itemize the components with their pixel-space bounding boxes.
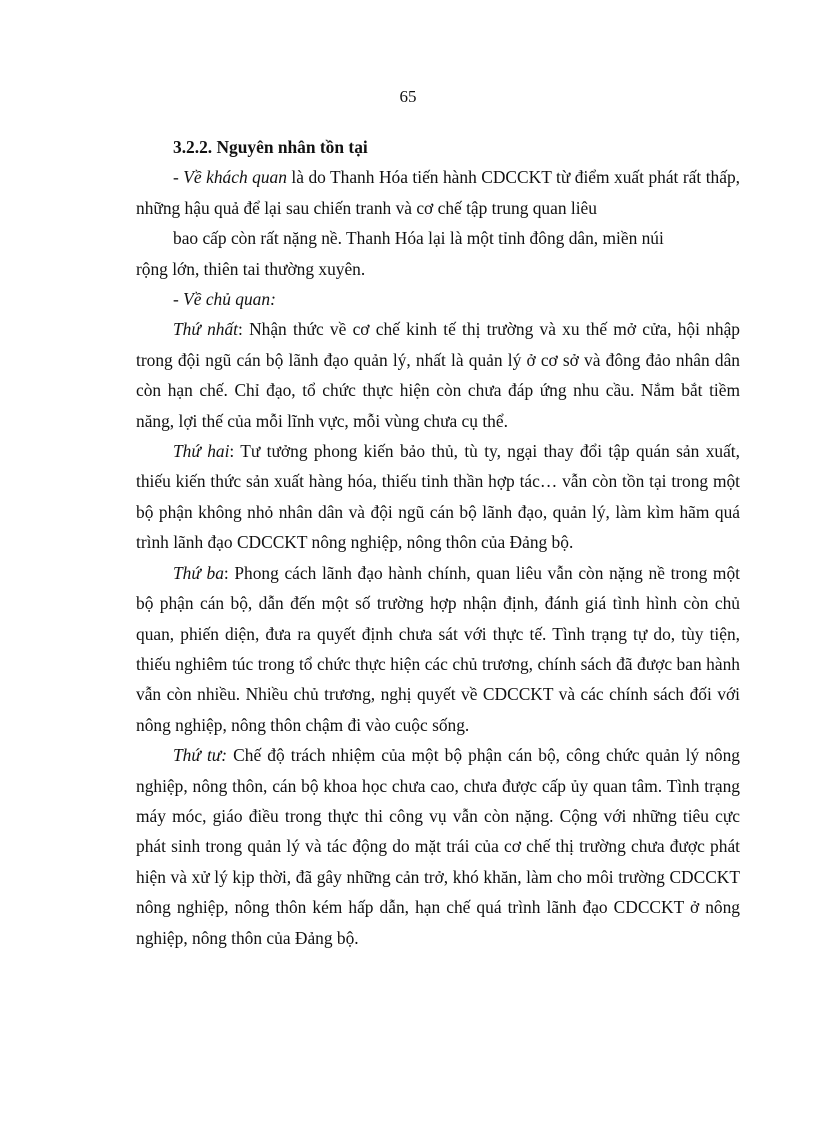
paragraph-first [136,314,740,436]
paragraph-label: - Về chủ quan: [173,289,276,310]
paragraph-label: Thứ nhất [173,319,239,340]
paragraph-label: Thứ ba [173,562,224,583]
page-number: 65 [399,87,417,106]
paragraph-text: : Tư tưởng phong kiến bảo thủ, tù ty, ngại thay đổi tập quán sản xuất, thiếu kiến thức sản xuất hàng hóa, thiếu tinh thần hợp tác… vẫn còn tồn tại trong một bộ phận không nhỏ nhân dân và đội ngũ cán bộ lãnh đạo, quản lý, làm kìm hãm quá trình lãnh đạo CDCCKT nông nghiệp, nông thôn của Đảng bộ. [136,441,740,553]
document-body [136,132,740,953]
paragraph-text: là do Thanh Hóa tiến hành CDCCKT từ điểm xuất phát rất thấp, những hậu quả để lại sau chiến tranh và cơ chế tập trung quan liêu [136,167,740,218]
section-heading: 3.2.2. Nguyên nhân tồn tại [173,137,368,157]
paragraph-subjective-causes [136,284,740,314]
paragraph-label: Thứ tư: [173,745,228,766]
paragraph-text: : Nhận thức về cơ chế kinh tế thị trường và xu thế mở cửa, hội nhập trong đội ngũ cán bộ lãnh đạo quản lý, nhất là quản lý ở cơ sở và đông đảo nhân dân còn hạn chế. Chỉ đạo, tổ chức thực hiện còn chưa đáp ứng nhu cầu. Nắm bắt tiềm năng, lợi thế của mỗi lĩnh vực, mỗi vùng chưa cụ thể. [136,319,740,431]
paragraph-text: Chế độ trách nhiệm của một bộ phận cán bộ, công chức quản lý nông nghiệp, nông thôn, cán bộ khoa học chưa cao, chưa được cấp ủy quan tâm. Tình trạng máy móc, giáo điều trong thực thi công vụ vẫn còn nặng. Cộng với những tiêu cực phát sinh trong quản lý và tác động do mặt trái của cơ chế thị trường chưa được phát hiện và xử lý kịp thời, đã gây những cản trở, khó khăn, làm cho môi trường CDCCKT nông nghiệp, nông thôn kém hấp dẫn, hạn chế quá trình lãnh đạo CDCCKT ở nông nghiệp, nông thôn của Đảng bộ. [136,745,741,948]
paragraph-objective-causes [136,162,740,223]
paragraph-continuation: bao cấp còn rất nặng nề. Thanh Hóa lại là một tỉnh đông dân, miền núi [173,228,664,249]
paragraph-fourth [136,740,740,953]
paragraph-label: Thứ hai [173,441,230,462]
paragraph-text: : Phong cách lãnh đạo hành chính, quan liêu vẫn còn nặng nề trong một bộ phận cán bộ, dẫn đến một số trường hợp nhận định, đánh giá tình hình còn chủ quan, phiến diện, đưa ra quyết định chưa sát với thực tế. Tình trạng tự do, tùy tiện, thiếu nghiêm túc trong tổ chức thực hiện các chủ trương, chính sách đã được ban hành vẫn còn nhiều. Nhiều chủ trương, nghị quyết về CDCCKT và các chính sách đối với nông nghiệp, nông thôn chậm đi vào cuộc sống. [136,562,740,735]
paragraph-continuation-tail: rộng lớn, thiên tai thường xuyên. [136,258,366,279]
paragraph-label: - Về khách quan [173,167,287,188]
paragraph-third [136,558,740,740]
paragraph-second [136,436,740,558]
